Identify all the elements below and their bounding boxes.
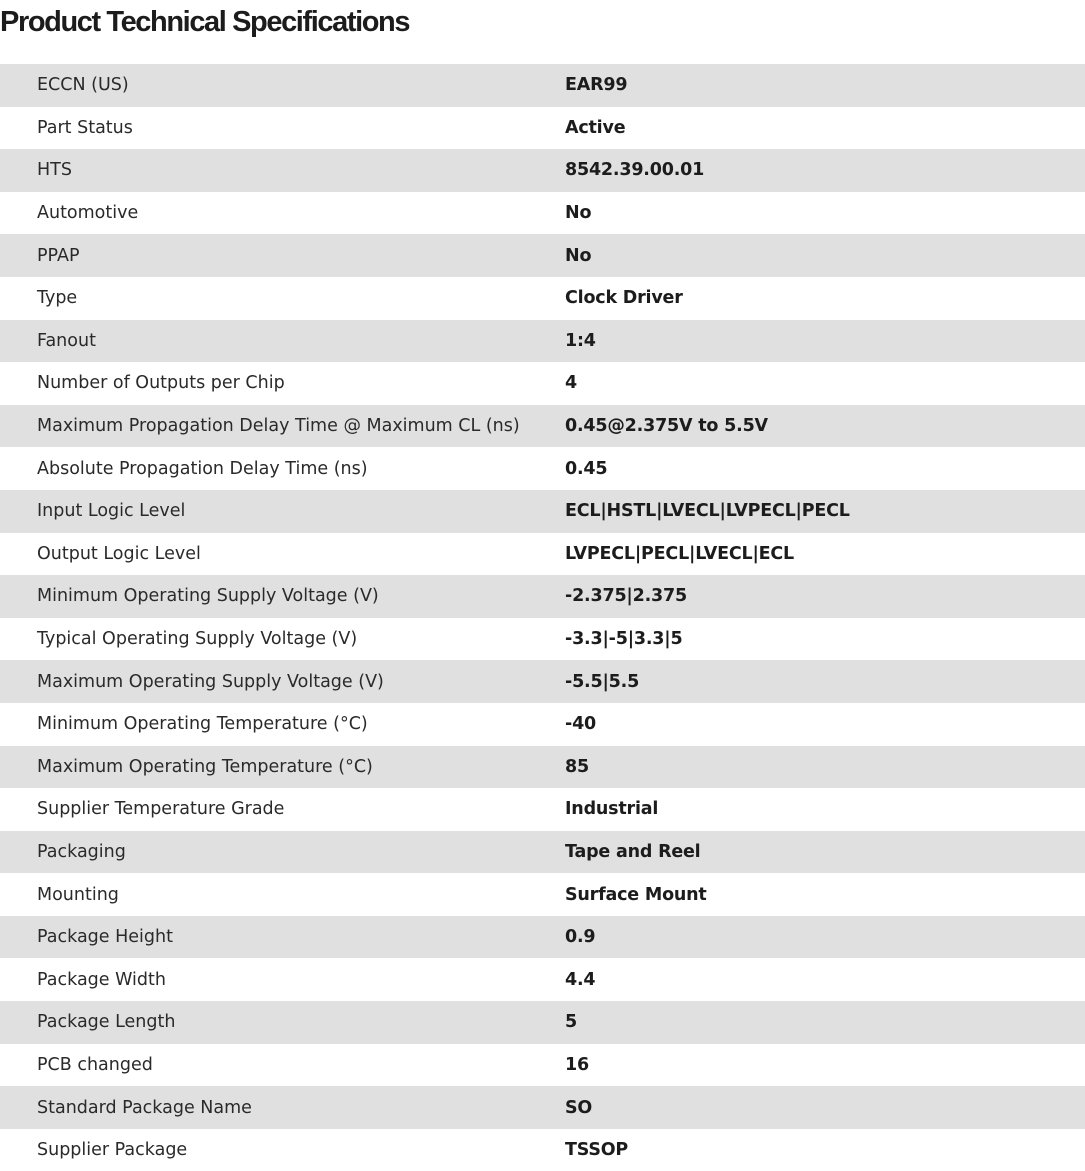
spec-row-type xyxy=(0,277,1085,320)
spec-label: ECCN (US) xyxy=(37,75,129,96)
spec-label: Maximum Propagation Delay Time @ Maximum CL (ns) xyxy=(37,416,520,437)
spec-value: Industrial xyxy=(565,799,659,820)
spec-label: Packaging xyxy=(37,841,126,862)
spec-row-min-supply-voltage xyxy=(0,575,1085,618)
spec-row-package-length xyxy=(0,1001,1085,1044)
spec-row-package-height xyxy=(0,916,1085,959)
spec-row-standard-package-name xyxy=(0,1086,1085,1129)
spec-label: Minimum Operating Supply Voltage (V) xyxy=(37,586,379,607)
spec-value: Clock Driver xyxy=(565,288,683,309)
spec-value: 4.4 xyxy=(565,969,596,990)
spec-row-supplier-package xyxy=(0,1129,1085,1171)
spec-label: Absolute Propagation Delay Time (ns) xyxy=(37,458,368,479)
spec-row-typical-supply-voltage xyxy=(0,618,1085,661)
spec-row-absolute-propagation-delay xyxy=(0,447,1085,490)
spec-value: EAR99 xyxy=(565,75,628,96)
spec-row-automotive xyxy=(0,192,1085,235)
spec-value: 0.9 xyxy=(565,927,596,948)
spec-value: TSSOP xyxy=(565,1140,629,1161)
spec-row-mounting xyxy=(0,873,1085,916)
spec-value: 5 xyxy=(565,1012,577,1033)
spec-row-hts xyxy=(0,149,1085,192)
spec-label: Package Height xyxy=(37,927,173,948)
spec-value: 4 xyxy=(565,373,577,394)
spec-label: Output Logic Level xyxy=(37,543,201,564)
spec-label: Number of Outputs per Chip xyxy=(37,373,285,394)
spec-value: 16 xyxy=(565,1054,589,1075)
spec-label: Supplier Temperature Grade xyxy=(37,799,285,820)
spec-value: ECL|HSTL|LVECL|LVPECL|PECL xyxy=(565,501,850,522)
spec-label: Standard Package Name xyxy=(37,1097,252,1118)
spec-label: Input Logic Level xyxy=(37,501,186,522)
spec-label: HTS xyxy=(37,160,72,181)
spec-value: LVPECL|PECL|LVECL|ECL xyxy=(565,543,794,564)
spec-row-outputs-per-chip xyxy=(0,362,1085,405)
spec-label: Maximum Operating Supply Voltage (V) xyxy=(37,671,384,692)
spec-label: Maximum Operating Temperature (°C) xyxy=(37,756,373,777)
spec-value: -5.5|5.5 xyxy=(565,671,640,692)
spec-row-ppap xyxy=(0,234,1085,277)
spec-row-pcb-changed xyxy=(0,1044,1085,1087)
spec-label: Fanout xyxy=(37,330,96,351)
spec-row-max-propagation-delay xyxy=(0,405,1085,448)
spec-label: PPAP xyxy=(37,245,80,266)
spec-label: Supplier Package xyxy=(37,1140,188,1161)
spec-label: PCB changed xyxy=(37,1054,153,1075)
spec-row-package-width xyxy=(0,958,1085,1001)
spec-row-max-supply-voltage xyxy=(0,660,1085,703)
spec-label: Part Status xyxy=(37,117,133,138)
spec-table xyxy=(0,64,1085,1171)
spec-row-eccn xyxy=(0,64,1085,107)
spec-label: Mounting xyxy=(37,884,119,905)
spec-value: -2.375|2.375 xyxy=(565,586,687,607)
spec-label: Package Length xyxy=(37,1012,176,1033)
spec-value: Active xyxy=(565,117,626,138)
spec-row-fanout xyxy=(0,320,1085,363)
spec-label: Minimum Operating Temperature (°C) xyxy=(37,714,368,735)
spec-value: No xyxy=(565,245,592,266)
spec-value: 0.45@2.375V to 5.5V xyxy=(565,416,768,437)
spec-value: 0.45 xyxy=(565,458,608,479)
spec-row-output-logic-level xyxy=(0,533,1085,576)
spec-label: Typical Operating Supply Voltage (V) xyxy=(37,629,358,650)
spec-value: 8542.39.00.01 xyxy=(565,160,705,181)
spec-row-temperature-grade xyxy=(0,788,1085,831)
spec-value: Tape and Reel xyxy=(565,841,701,862)
spec-row-max-operating-temperature xyxy=(0,746,1085,789)
spec-row-part-status xyxy=(0,107,1085,150)
spec-label: Type xyxy=(37,288,78,309)
spec-value: 1:4 xyxy=(565,330,596,351)
spec-value: 85 xyxy=(565,756,589,777)
spec-value: -3.3|-5|3.3|5 xyxy=(565,629,683,650)
spec-label: Automotive xyxy=(37,203,139,224)
spec-label: Package Width xyxy=(37,969,166,990)
spec-row-min-operating-temperature xyxy=(0,703,1085,746)
spec-value: Surface Mount xyxy=(565,884,707,905)
spec-value: SO xyxy=(565,1097,593,1118)
page-title: Product Technical Specifications xyxy=(0,6,410,38)
spec-row-input-logic-level xyxy=(0,490,1085,533)
spec-row-packaging xyxy=(0,831,1085,874)
spec-value: No xyxy=(565,203,592,224)
spec-value: -40 xyxy=(565,714,597,735)
